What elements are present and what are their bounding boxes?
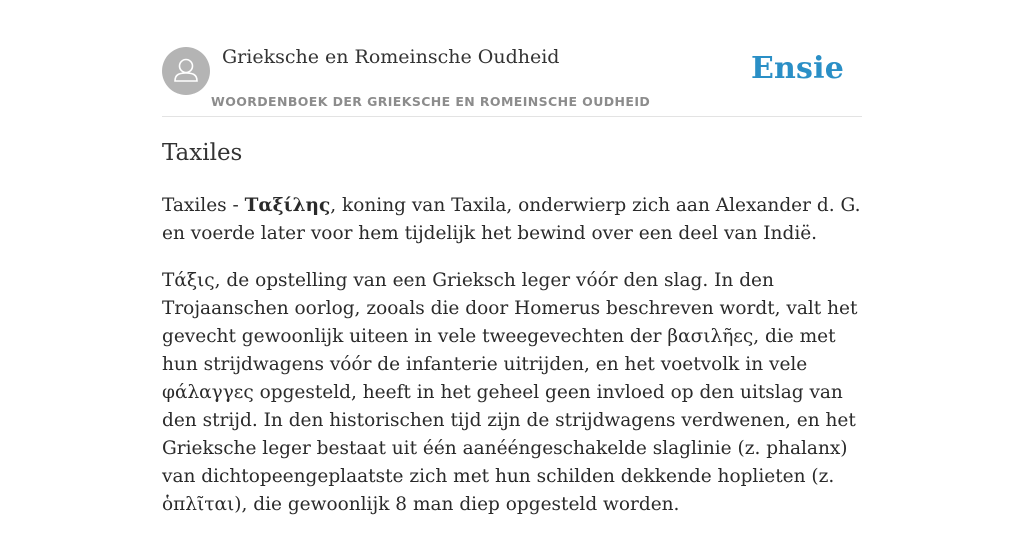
ensie-logo[interactable]: Ensie <box>750 51 844 86</box>
paragraph-definition <box>162 192 862 248</box>
avatar[interactable] <box>162 47 210 95</box>
paragraph-taxis: Τάξις, de opstelling van een Grieksch leger vóór den slag. In den Trojaanschen oorlog, zooals die door Homerus beschreven wordt, valt het gevecht gewoonlijk uiteen in vele tweegevechten der βασιλῆες, die met hun strijdwagens vóór de infanterie uitrijden, en het voetvolk in vele φάλαγγες opgesteld, heeft in het geheel geen invloed op den uitslag van den strijd. In den historischen tijd zijn de strijdwagens verdwenen, en het Grieksche leger bestaat uit één aanééngeschakelde slaglinie (z. phalanx) van dichtopeengeplaatste zich met hun schilden dekkende hoplieten (z. ὁπλῖται), die gewoonlijk 8 man diep opgesteld worden. <box>162 270 858 515</box>
page-container <box>162 0 862 515</box>
dictionary-header <box>162 0 862 117</box>
entry-title: Taxiles <box>162 140 243 166</box>
dictionary-subtitle[interactable]: WOORDENBOEK DER GRIEKSCHE EN ROMEINSCHE OUDHEID <box>211 94 651 109</box>
definition-lead: Taxiles - <box>162 195 245 216</box>
definition-text: , koning van Taxila, onderwierp zich aan Alexander d. G. en voerde later voor hem tijdelijk het bewind over een deel van Indië. <box>162 195 861 244</box>
dictionary-title[interactable]: Grieksche en Romeinsche Oudheid <box>222 46 560 68</box>
user-icon <box>162 47 210 95</box>
greek-term: Ταξίλης <box>244 195 331 216</box>
entry-body <box>162 192 862 538</box>
